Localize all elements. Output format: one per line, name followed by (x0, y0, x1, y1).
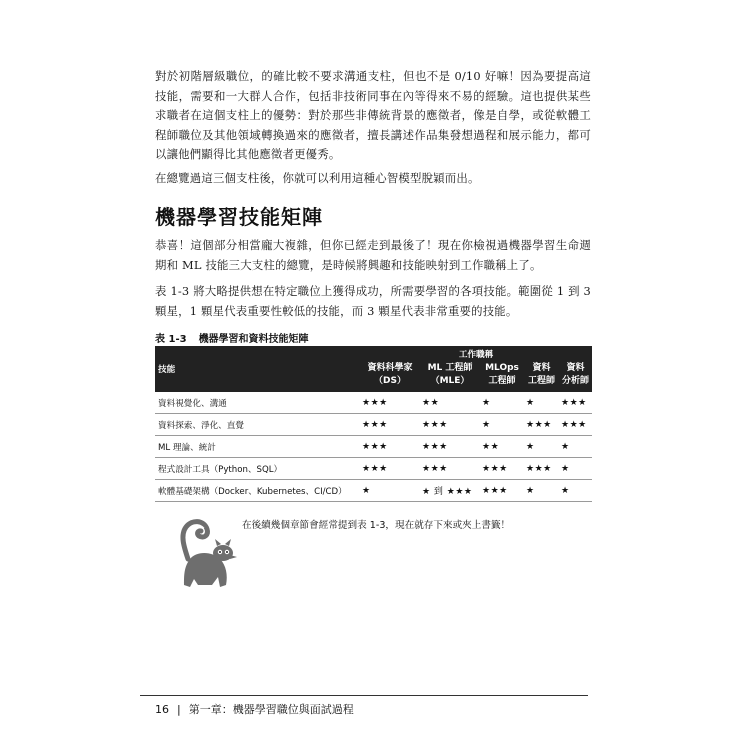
rating-ds: ★★★ (360, 458, 420, 480)
rating-data-engineer: ★★★ (524, 458, 559, 480)
table-row (155, 414, 592, 436)
rating-data-engineer: ★ (524, 436, 559, 458)
rating-ds: ★★★ (360, 392, 420, 414)
rating-mle: ★★★ (420, 458, 480, 480)
paragraph-communication-pillar: 對於初階層級職位，的確比較不要求溝通支柱，但也不是 0/10 好嘛！因為要提高這技能，需要和一大群人合作，包括非技術同事在內等得來不易的經驗。這也提供某些求職者在這個支柱上的優勢：對於那些非傳統背景的應徵者，像是自學，或從軟體工程師職位及其他領域轉換過來的應徵者，擅長講述作品集發想過程和展示能力，都可以讓他們顯得比其他應徵者更優秀。 (155, 69, 591, 161)
rating-mlops: ★★★ (480, 480, 524, 502)
section-heading: 機器學習技能矩陣 (155, 205, 323, 229)
table-row (155, 480, 592, 502)
footer-separator: | (177, 703, 181, 716)
footer-divider (140, 695, 588, 696)
skill-column-header: 技能 (155, 346, 360, 392)
rating-mlops: ★ (480, 414, 524, 436)
role-header-data-engineer: 資料 工程師 (524, 362, 559, 392)
rating-mlops: ★★★ (480, 458, 524, 480)
rating-ds: ★ (360, 480, 420, 502)
table-row (155, 436, 592, 458)
note-text: 在後續幾個章節會經常提到表 1-3，現在就存下來或夾上書籤！ (242, 520, 511, 531)
rating-ds: ★★★ (360, 436, 420, 458)
rating-mle: ★★ (420, 392, 480, 414)
skill-name: 軟體基礎架構（Docker、Kubernetes、CI/CD） (155, 480, 360, 502)
skill-name: 程式設計工具（Python、SQL） (155, 458, 360, 480)
table-caption-title: 機器學習和資料技能矩陣 (198, 334, 309, 345)
page-number: 16 (155, 703, 169, 716)
rating-mlops: ★★ (480, 436, 524, 458)
chapter-title: 第一章：機器學習職位與面試過程 (188, 703, 354, 716)
role-header-data-analyst: 資料 分析師 (559, 362, 592, 392)
role-header-mle: ML 工程師 （MLE） (420, 362, 480, 392)
skill-name: 資料視覺化、溝通 (155, 392, 360, 414)
table-row (155, 392, 592, 414)
job-title-group-header: 工作職稱 (360, 346, 592, 362)
skill-name: 資料探索、淨化、直覺 (155, 414, 360, 436)
rating-mle: ★★★ (420, 414, 480, 436)
rating-data-analyst: ★ (559, 458, 592, 480)
rating-data-analyst: ★★★ (559, 392, 592, 414)
skill-name: ML 理論、統計 (155, 436, 360, 458)
rating-data-analyst: ★★★ (559, 414, 592, 436)
skills-matrix-table (155, 346, 592, 502)
paragraph-overview-summary: 在總覽過這三個支柱後，你就可以利用這種心智模型脫穎而出。 (155, 171, 480, 185)
table-caption-number: 表 1-3 (155, 334, 187, 345)
role-header-ds: 資料科學家 （DS） (360, 362, 420, 392)
role-header-mlops: MLOps 工程師 (480, 362, 524, 392)
rating-mle: ★★★ (420, 436, 480, 458)
paragraph-table-intro: 表 1-3 將大略提供想在特定職位上獲得成功，所需要學習的各項技能。範圍從 1 到 3 顆星，1 顆星代表重要性較低的技能，而 3 顆星代表非常重要的技能。 (155, 284, 591, 318)
rating-data-engineer: ★★★ (524, 414, 559, 436)
rating-data-engineer: ★ (524, 480, 559, 502)
page-footer (155, 701, 354, 717)
table-caption (155, 330, 309, 345)
rating-data-engineer: ★ (524, 392, 559, 414)
paragraph-congratulations: 恭喜！這個部分相當龐大複雜，但你已經走到最後了！現在你檢視過機器學習生命週期和 ML 技能三大支柱的總覽，是時候將興趣和技能映射到工作職稱上了。 (155, 238, 591, 272)
table-row (155, 458, 592, 480)
rating-mlops: ★ (480, 392, 524, 414)
rating-data-analyst: ★ (559, 480, 592, 502)
lemur-note-icon (168, 515, 238, 593)
rating-ds: ★★★ (360, 414, 420, 436)
rating-data-analyst: ★ (559, 436, 592, 458)
rating-mle: ★ 到 ★★★ (420, 480, 480, 502)
